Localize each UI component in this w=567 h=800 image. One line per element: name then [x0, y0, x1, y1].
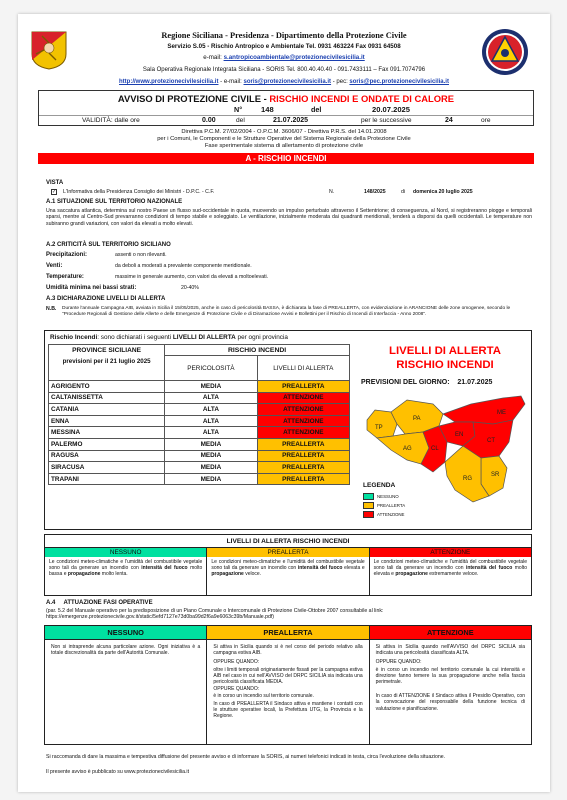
a2-title: A.2 CRITICITÀ SUL TERRITORIO SICILIANO	[46, 242, 171, 248]
level-desc-part: Le condizioni meteo-climatiche e l'umidità del combustibile vegetale sono tali da generare un incendio con	[373, 559, 527, 571]
phase-preallerta-body	[207, 640, 368, 724]
table-intro-bold: Rischio Incendi	[50, 334, 98, 341]
legend-nessuno-label: NESSUNO	[377, 494, 399, 499]
phase-attenzione-body	[370, 640, 531, 717]
a4-text: (par. 5.2 del Manuale operativo per la predisposizione di un Piano Comunale o Intercomunale di Protezione Civile-Ottobre 2007 consultabile al link:	[46, 608, 384, 614]
table-row	[49, 415, 350, 427]
a1-text: Una saccatura atlantica, determina sul nostro Paese un flusso sud-occidentale in quota, muovendo un impulso perturbato attraverso il Settentrione; di conseguenza, al Nord, si registreranno piogge e temporali sparsi, mentre al Centro-Sud prevarranno condizioni di tempo stabile e soleggiato. Le ventilazione, inizialmente moderata dai quadranti meridionali, tenderà a disporsi da quelli occidentali. Le temperature non subiranno grandi variazioni, con valori da elevati a molto elevati.	[46, 208, 532, 227]
footer-line1: Si raccomanda di dare la massima e tempestiva diffusione del presente avviso e di informare la SORIS, ai numeri telefonici indicati in testa, circa l'evoluzione della situazione.	[46, 754, 446, 760]
header-links-line	[18, 79, 550, 85]
header-pec-label: - pec:	[331, 79, 350, 85]
table-header-province	[49, 345, 165, 381]
phase-line: OPPURE QUANDO:	[213, 686, 260, 693]
level-desc-nessuno-text	[45, 557, 206, 579]
levels-box-title: LIVELLI DI ALLERTA RISCHIO INCENDI	[226, 538, 350, 545]
successive-value: 24	[445, 117, 453, 124]
table-row	[49, 450, 350, 462]
phase-col-preallerta	[206, 626, 368, 744]
phase-line: In caso di PREALLERTA il Sindaco attiva e mantiene i contatti con le strutture operative locali, la Prefettura UTG, la Provincia e la Regione.	[213, 700, 363, 720]
legend-attenzione	[363, 510, 405, 519]
table-header-previsioni: previsioni per il 21 luglio 2025	[62, 358, 151, 365]
pericolosita-cell: MEDIA	[165, 450, 257, 462]
livello-cell: PREALLERTA	[257, 462, 349, 474]
vista-checkbox: ✓	[52, 189, 57, 195]
map-previsioni	[361, 379, 492, 386]
table-intro-end: per ogni provincia	[235, 334, 288, 341]
table-row	[49, 427, 350, 439]
phase-preallerta-header: PREALLERTA	[207, 626, 368, 640]
avviso-title-prefix: AVVISO DI PROTEZIONE CIVILE -	[117, 93, 270, 104]
directive-line-1: Direttiva P.C.M. 27/02/2004 - O.P.C.M. 3606/07 - Direttiva P.R.S. del 14.01.2008	[181, 129, 387, 135]
map-label-me: ME	[497, 410, 506, 416]
livello-cell: ATTENZIONE	[257, 404, 349, 416]
phase-line: Si attiva in Sicilia quando nell'AVVISO del DRPC SICILIA sia indicata una pericolosità classificata ALTA.	[375, 644, 525, 657]
province-name: CALTANISSETTA	[49, 392, 165, 404]
phase-col-nessuno	[45, 626, 206, 744]
level-desc-part: estremamente veloce.	[427, 571, 479, 577]
pericolosita-cell: MEDIA	[165, 473, 257, 485]
validita-label: VALIDITÀ: dalle ore	[82, 117, 140, 124]
province-name: RAGUSA	[49, 450, 165, 462]
directive-line-3: Fase sperimentale sistema di allertamento di protezione civile	[204, 143, 364, 149]
header-soris-email-link[interactable]: soris@protezionecivilesicilia.it	[243, 79, 332, 85]
validita-ore: 0.00	[202, 117, 216, 124]
map-label-ct: CT	[487, 438, 495, 444]
a2-precip-label: Precipitazioni:	[46, 252, 88, 258]
pericolosita-cell: MEDIA	[165, 381, 257, 393]
a1-title: A.1 SITUAZIONE SUL TERRITORIO NAZIONALE	[46, 199, 183, 205]
map-title	[358, 344, 532, 372]
phase-line: oltre i limiti temporali originariamente fissati per la campagna estiva AIB nel caso in cui nell'AVVISO del DRPC SICILIA sia indicata una pericolosità classificata MEDIA.	[213, 666, 363, 686]
avviso-title	[39, 93, 533, 104]
legend-title: LEGENDA	[363, 482, 396, 489]
a3-title: A.3 DICHIARAZIONE LIVELLI DI ALLERTA	[46, 296, 166, 302]
phase-nessuno-header: NESSUNO	[45, 626, 206, 640]
legend-nessuno-swatch	[363, 493, 374, 500]
phase-nessuno-body	[45, 640, 206, 663]
allerta-table	[48, 344, 350, 485]
footer-line2: Il presente avviso è pubblicato su www.protezionecivilesicilia.it	[46, 769, 190, 775]
phase-line: OPPURE QUANDO:	[375, 659, 422, 666]
header-soris: Sala Operativa Regionale Integrata Siciliana - SORIS Tel. 800.40.40.40 - 091.7433111 – Fax 091.7074796	[142, 67, 426, 73]
pericolosita-cell: MEDIA	[165, 462, 257, 474]
a2-umidita-value: 20-40%	[181, 285, 199, 291]
level-desc-nessuno	[45, 547, 206, 596]
a2-venti-label: Venti:	[46, 263, 63, 269]
phase-attenzione-header: ATTENZIONE	[370, 626, 531, 640]
table-row	[49, 438, 350, 450]
livello-cell: PREALLERTA	[257, 473, 349, 485]
map-title-line2: RISCHIO INCENDI	[396, 359, 494, 371]
province-name: PALERMO	[49, 438, 165, 450]
avviso-divider	[39, 115, 533, 116]
map-label-sr: SR	[491, 472, 500, 478]
header-email-line	[18, 54, 550, 61]
header-email-label: e-mail:	[203, 54, 224, 61]
a4-title: A.4 ATTUAZIONE FASI OPERATIVE	[46, 600, 153, 606]
avviso-n-label: N°	[234, 105, 243, 114]
level-desc-bold: intensità del fuoco	[465, 565, 513, 571]
level-desc-attenzione-text	[370, 557, 531, 579]
legend-attenzione-swatch	[363, 511, 374, 518]
avviso-box	[38, 90, 534, 126]
level-desc-preallerta-text	[207, 557, 368, 579]
level-desc-bold: intensità del fuoco	[141, 565, 188, 571]
phase-line: OPPURE QUANDO:	[213, 659, 260, 666]
legend-attenzione-label: ATTENZIONE	[377, 512, 405, 517]
livello-cell: ATTENZIONE	[257, 392, 349, 404]
level-desc-part: veloce.	[243, 571, 262, 577]
table-intro	[50, 334, 288, 341]
phase-line: è in corso un incendio nel territorio comunale la cui intensità e direzione fanno temere la sua propagazione anche nella fascia perimetrale.	[375, 666, 525, 686]
pericolosita-cell: ALTA	[165, 427, 257, 439]
a3-nb-text: Durante l'annuale Campagna AIB, avviata in Sicilia il 15/05/2025, anche in caso di pericolosità BASSA, è dichiarata la fase di PREALLERTA, con evidenziazione in ARANCIONE delle zone omogenee, secondo le "Procedure Regionali di Gestione delle Allerte e delle Emergenze di Protezione Civile e di Diramazione Avvisi e Bollettini per il Rischio di Incendi di Interfaccia - Anno 2008".	[62, 306, 511, 317]
phase-line: Non si intraprende alcuna particolare azione. Ogni iniziativa è a totale discrezionalità da parte dell'Autorità Comunale.	[51, 644, 201, 657]
a2-umidita-label: Umidità minima nei bassi strati:	[46, 285, 137, 291]
vista-di-label: di	[401, 189, 406, 195]
validita-del-label: del	[236, 117, 245, 124]
levels-cols	[45, 547, 531, 596]
vista-n-value: 148/2025	[364, 189, 386, 195]
vista-di-value: domenica 20 luglio 2025	[413, 189, 473, 195]
legend-preallerta-label: PREALLERTA	[377, 503, 406, 508]
level-desc-attenzione	[369, 547, 531, 596]
validita-date: 21.07.2025	[273, 117, 309, 124]
a2-temp-value: massime in generale aumento, con valori da elevati a moltoelevati.	[115, 274, 269, 280]
level-desc-bold: propagazione	[395, 571, 428, 577]
livello-cell: PREALLERTA	[257, 381, 349, 393]
successive-label: per le successive	[361, 117, 412, 124]
successive-unit: ore	[481, 117, 491, 124]
level-desc-part: elevata e	[342, 565, 365, 571]
header-title: Regione Siciliana - Presidenza - Dipartimento della Protezione Civile	[161, 31, 407, 40]
a4-link[interactable]: https://emergenze.protezionecivile.gov.it/static/5efd7127e73d0ba99d2f6a9e6063c39b/Manuale.pdf)	[46, 614, 275, 620]
table-row	[49, 462, 350, 474]
phase-line	[376, 686, 525, 692]
table-intro-mid: : sono dichiarati i seguenti	[97, 334, 173, 341]
map-label-rg: RG	[463, 476, 472, 482]
header-links-sep: - e-mail:	[218, 79, 244, 85]
table-row	[49, 392, 350, 404]
legend-nessuno	[363, 492, 405, 501]
table-header-province-label: PROVINCE SICILIANE	[72, 347, 142, 354]
pericolosita-cell: ALTA	[165, 392, 257, 404]
table-row	[49, 381, 350, 393]
level-desc-bold: intensità del fuoco	[297, 565, 343, 571]
province-name: MESSINA	[49, 427, 165, 439]
header-pec-link[interactable]: soris@pec.protezionecivilesicilia.it	[349, 79, 449, 85]
document-page	[18, 14, 550, 792]
table-header-rischio: RISCHIO INCENDI	[165, 345, 350, 356]
livello-cell: ATTENZIONE	[257, 427, 349, 439]
directive-line-2: per i Comuni, le Componenti e le Strutture Operative del Sistema Regionale della Protezione Civile	[157, 136, 411, 142]
pericolosita-cell: ALTA	[165, 415, 257, 427]
a2-precip-value: assenti o non rilevanti.	[115, 252, 167, 258]
province-name: TRAPANI	[49, 473, 165, 485]
livello-cell: ATTENZIONE	[257, 415, 349, 427]
avviso-title-red: RISCHIO INCENDI E ONDATE DI CALORE	[269, 93, 455, 104]
table-intro-bold2: LIVELLI DI ALLERTA	[172, 334, 236, 341]
phases-table	[44, 625, 532, 745]
map-label-ag: AG	[403, 446, 412, 452]
avviso-del-label: del	[311, 105, 322, 114]
table-row	[49, 404, 350, 416]
province-name: AGRIGENTO	[49, 381, 165, 393]
phase-line: In caso di ATTENZIONE il Sindaco attiva il Presidio Operativo, con la convocazione del responsabile della funzione tecnica di valutazione e pianificazione.	[375, 693, 525, 712]
level-desc-bold: propagazione	[211, 571, 244, 577]
level-desc-preallerta-header: PREALLERTA	[207, 548, 368, 557]
table-header-pericolosita: PERICOLOSITÀ	[165, 356, 257, 381]
avviso-del-value: 20.07.2025	[372, 105, 411, 114]
table-header-livelli: LIVELLI DI ALLERTA	[257, 356, 349, 381]
livello-cell: PREALLERTA	[257, 450, 349, 462]
a2-venti-value: da deboli a moderati a prevalente componente meridionale.	[115, 263, 252, 269]
phase-line: Si attiva in Sicilia quando si è nel corso del periodo relativo alla campagna estiva AIB.	[213, 644, 363, 657]
a3-nb-label: N.B.	[46, 306, 57, 312]
levels-box	[44, 534, 532, 596]
legend-preallerta-swatch	[363, 502, 374, 509]
level-desc-part: molto bassa e	[49, 565, 203, 577]
phase-line: è in corso un incendio sul territorio comunale.	[213, 693, 314, 700]
phase-col-attenzione	[369, 626, 531, 744]
vista-n-label: N.	[329, 189, 335, 195]
level-desc-bold: propagazione	[67, 571, 101, 577]
map-label-pa: PA	[413, 416, 421, 422]
vista-text: L'Informativa della Presidenza Consiglio dei Ministri - D.P.C. - C.F.	[63, 189, 215, 195]
level-desc-attenzione-header: ATTENZIONE	[370, 548, 531, 557]
section-rischio-incendi: A - RISCHIO INCENDI	[38, 153, 534, 164]
table-row	[49, 473, 350, 485]
pericolosita-cell: MEDIA	[165, 438, 257, 450]
map-label-tp: TP	[375, 425, 383, 431]
level-desc-part: molto lenta.	[100, 571, 128, 577]
legend-preallerta	[363, 501, 405, 510]
level-desc-nessuno-header: NESSUNO	[45, 548, 206, 557]
map-label-en: EN	[455, 432, 464, 438]
level-desc-part: Le condizioni meteo-climatiche e l'umidità del combustibile vegetale sono tali da generare un incendio con	[49, 559, 203, 571]
level-desc-part: Le condizioni meteo-climatiche e l'umidità del combustibile vegetale sono tali da generare un incendio con	[211, 559, 365, 571]
header-service: Servizio S.05 - Rischio Antropico e Ambientale Tel. 0931 463224 Fax 0931 64508	[167, 43, 401, 50]
map-previsioni-label: PREVISIONI DEL GIORNO:	[361, 379, 450, 386]
province-name: ENNA	[49, 415, 165, 427]
header-site-link[interactable]: http://www.protezionecivilesicilia.it	[119, 79, 219, 85]
map-previsioni-date: 21.07.2025	[457, 379, 493, 386]
province-name: CATANIA	[49, 404, 165, 416]
livello-cell: PREALLERTA	[257, 438, 349, 450]
province-name: SIRACUSA	[49, 462, 165, 474]
header-email-link[interactable]: s.antropicoambientale@protezionecivilesicilia.it	[223, 54, 365, 61]
legend	[363, 492, 405, 519]
level-desc-part: molto elevata e	[373, 565, 527, 577]
map-title-line1: LIVELLI DI ALLERTA	[389, 345, 501, 357]
level-desc-preallerta	[206, 547, 368, 596]
avviso-n-value: 148	[261, 105, 274, 114]
pericolosita-cell: ALTA	[165, 404, 257, 416]
vista-label: VISTA	[46, 180, 64, 186]
map-label-cl: CL	[431, 446, 439, 452]
a2-temp-label: Temperature:	[46, 274, 84, 280]
